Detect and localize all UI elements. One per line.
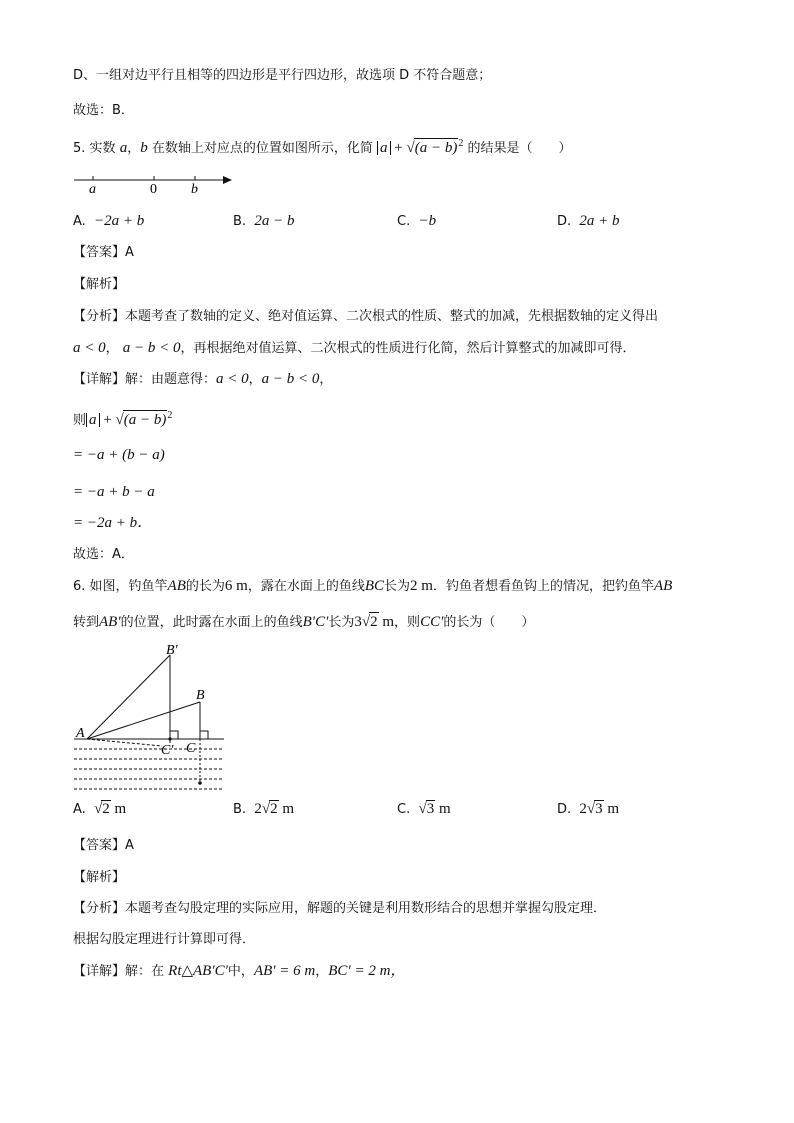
label-c-prime: C′ [161, 743, 174, 758]
option-d: D. 2√3 m [557, 801, 620, 817]
option-b: B. 2√2 m [233, 801, 294, 817]
tick-label: a [89, 182, 96, 196]
text-line: D、一组对边平行且相等的四边形是平行四边形，故选项 D 不符合题意； [73, 68, 492, 83]
label-c: C [186, 741, 196, 756]
analysis-text: 根据勾股定理进行计算即可得． [73, 932, 256, 947]
detail-text: 【详解】解：由题意得：a < 0，a − b < 0， [73, 371, 333, 387]
tick-label: 0 [150, 182, 157, 196]
question-6: 转到AB′的位置，此时露在水面上的鱼线B′C′长为3√2 m，则CC′的长为（ ） [73, 614, 535, 630]
detail-step: = −a + b − a [73, 484, 155, 500]
selection-5: 故选：A． [73, 547, 134, 562]
answer-5: 【答案】A [73, 245, 134, 260]
question-5: 5. 实数 a，b 在数轴上对应点的位置如图所示，化简 $a + √(a - b)^2$ 的结果是（ ） [73, 138, 572, 156]
analysis-text: 【分析】本题考查了数轴的定义、绝对值运算、二次根式的性质、整式的加减，先根据数轴的定义得出 [73, 309, 659, 324]
number-line [72, 170, 242, 196]
option-d: D. 2a + b [557, 213, 620, 229]
label-b-prime: B′ [166, 643, 178, 658]
analysis-heading: 【解析】 [73, 277, 126, 292]
option-a: A. −2a + b [73, 213, 145, 229]
option-a: A. √2 m [73, 801, 127, 817]
analysis-text: a < 0， a − b < 0，再根据绝对值运算、二次根式的性质进行化简，然后计算整式的加减即可得． [73, 340, 636, 356]
option-c: C. −b [397, 213, 437, 229]
analysis-text: 【分析】本题考查勾股定理的实际应用，解题的关键是利用数形结合的思想并掌握勾股定理． [73, 901, 607, 916]
answer-6: 【答案】A [73, 838, 134, 853]
label-a: A [76, 726, 85, 741]
label-b: B [196, 688, 205, 703]
question-6: 6. 如图，钓鱼竿AB的长为6 m，露在水面上的鱼线BC长为2 m．钓鱼者想看鱼钩上的情况，把钓鱼竿AB [73, 578, 673, 594]
analysis-heading: 【解析】 [73, 870, 126, 885]
option-c: C. √3 m [397, 801, 451, 817]
detail-text: 【详解】解：在 Rt△AB′C′中，AB′ = 6 m，BC′ = 2 m， [73, 963, 406, 979]
text-line: 故选：B． [73, 103, 134, 118]
fishing-figure [72, 643, 242, 791]
option-b: B. 2a − b [233, 213, 295, 229]
detail-step: = −a + (b − a) [73, 447, 165, 463]
detail-step: 则 $a + √(a - b)^2$ [73, 410, 173, 428]
tick-label: b [191, 182, 198, 196]
detail-step: = −2a + b． [73, 515, 153, 531]
